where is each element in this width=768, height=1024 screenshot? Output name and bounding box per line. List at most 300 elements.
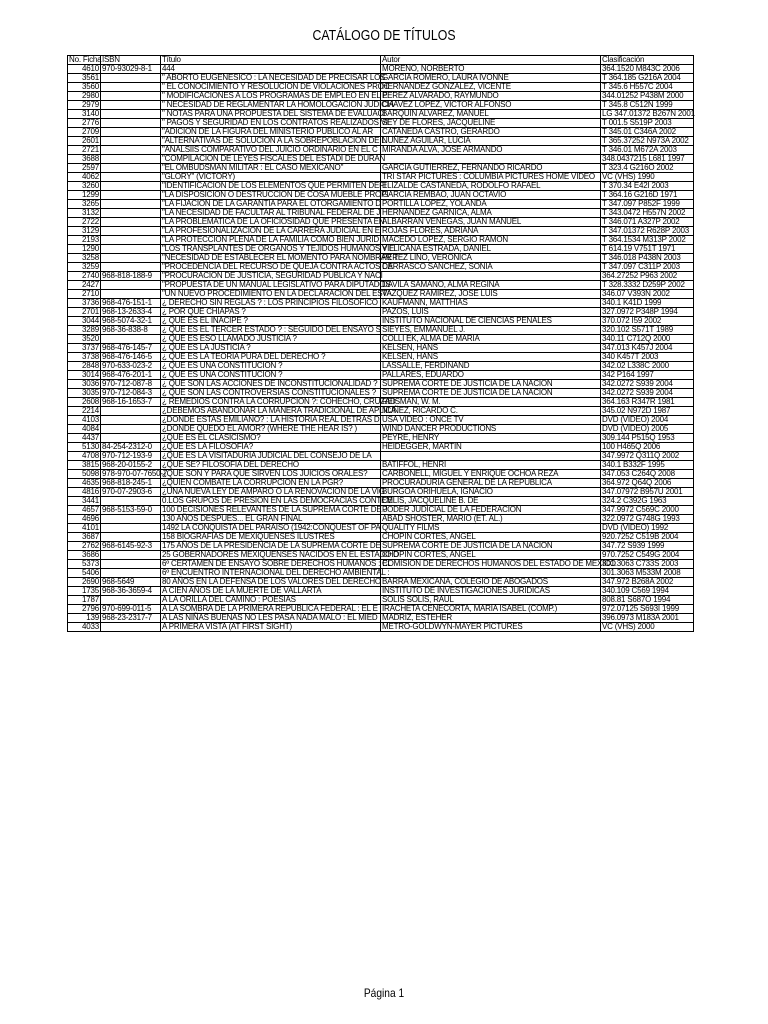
cell-isbn: 968-6145-92-3 — [101, 542, 161, 551]
cell-isbn — [101, 245, 161, 254]
cell-no-ficha: 1299 — [68, 191, 101, 200]
cell-clasificacion: T 345.6 H557C 2004 — [601, 83, 694, 92]
cell-clasificacion: DVD (VIDEO) 2005 — [601, 425, 694, 434]
cell-titulo: "LA NECESIDAD DE FACULTAR AL TRIBUNAL FEDERAL DE J — [162, 208, 381, 217]
cell-no-ficha: 2690 — [68, 578, 101, 587]
cell-titulo: "COMPILACION DE LEYES FISCALES DEL ESTADI DE DURAN — [162, 154, 386, 163]
cell-titulo: ¿ QUE ES EL INACIPE ? — [161, 317, 381, 326]
cell-clasificacion: T 614.19 V751T 1971 — [601, 245, 694, 254]
cell-no-ficha: 4657 — [68, 506, 101, 515]
cell-autor: SOLIS SOLIS, RAUL — [381, 596, 601, 605]
cell-clasificacion: T 364.185 G216A 2004 — [601, 74, 694, 83]
cell-no-ficha: 4033 — [68, 623, 101, 632]
cell-no-ficha: 3687 — [68, 533, 101, 542]
cell-clasificacion: 342.02 L338C 2000 — [601, 362, 694, 371]
cell-autor: ELIZALDE CASTANEDA, RODOLFO RAFAEL — [381, 182, 601, 191]
cell-titulo: ¿ QUE ES LA JUSTICIA ? — [161, 344, 381, 353]
cell-clasificacion: 364.972 Q64Q 2006 — [601, 479, 694, 488]
cell-autor: BARQUIN ALVAREZ, MANUEL — [381, 110, 601, 119]
cell-autor: ABAD SHOSTER, MARIO (ET. AL.) — [381, 515, 601, 524]
cell-isbn — [101, 110, 161, 119]
cell-no-ficha: 4696 — [68, 515, 101, 524]
cell-no-ficha: 3688 — [68, 155, 101, 164]
cell-clasificacion: 347.013 K457J 2004 — [601, 344, 694, 353]
cell-titulo: "ADICION DE LA FIGURA DEL MINISTERIO PUBLICO AL AR — [161, 128, 381, 137]
cell-titulo: 6º CERTAMEN DE ENSAYO SOBRE DERECHOS HUMANOS : EL — [162, 559, 392, 568]
cell-titulo: "GLORY" (VICTORY) — [161, 173, 381, 182]
cell-isbn — [101, 200, 161, 209]
cell-titulo: "PROCURACION DE JUSTICIA, SEGURIDAD PUBLICA Y NACI — [162, 271, 383, 280]
cell-no-ficha: 3441 — [68, 497, 101, 506]
cell-autor: BARRA MEXICANA, COLEGIO DE ABOGADOS — [381, 578, 601, 587]
cell-autor: COLLI EK, ALMA DE MARIA — [381, 335, 601, 344]
cell-titulo: "PROCEDENCIA DEL RECURSO DE QUEJA CONTRA ACTOS DE — [162, 262, 393, 271]
cell-titulo: ¿ REMEDIOS CONTRA LA CORRUPCION ?: COHECHO, CRUZAD — [162, 397, 396, 406]
cell-titulo: 6º ENCUENTRO INTERNACIONAL DEL DERECHO AMBIENTAL : — [162, 568, 390, 577]
cell-isbn — [101, 128, 161, 137]
cell-titulo: A LA ORILLA DEL CAMINO : POESIAS — [161, 596, 381, 605]
cell-no-ficha: 3036 — [68, 380, 101, 389]
cell-autor: CHAVEZ LOPEZ, VICTOR ALFONSO — [381, 101, 601, 110]
cell-clasificacion: 100 H465Q 2006 — [601, 443, 694, 452]
page-number: Página 1 — [363, 986, 405, 1000]
cell-clasificacion: T 347.097 C311P 2003 — [601, 263, 694, 272]
cell-isbn — [101, 137, 161, 146]
cell-no-ficha: 2608 — [68, 398, 101, 407]
cell-isbn — [101, 173, 161, 182]
cell-isbn — [101, 551, 161, 560]
cell-no-ficha: 3044 — [68, 317, 101, 326]
cell-autor: MACEDO LOPEZ, SERGIO RAMON — [381, 236, 601, 245]
cell-autor: PEREZ ALVARADO, RAYMUNDO — [381, 92, 601, 101]
cell-no-ficha: 2597 — [68, 164, 101, 173]
cell-autor: PORTILLA LOPEZ, YOLANDA — [381, 200, 601, 209]
cell-autor: LASSALLE, FERDINAND — [381, 362, 601, 371]
cell-autor: BURGOA ORIHUELA, IGNACIO — [381, 488, 601, 497]
cell-no-ficha: 3560 — [68, 83, 101, 92]
cell-isbn — [101, 101, 161, 110]
cell-isbn — [101, 83, 161, 92]
cell-clasificacion: T 365.37252 N973A 2002 — [601, 137, 694, 146]
header-isbn: ISBN — [101, 56, 161, 65]
cell-titulo: 0.LOS GRUPOS DE PRESION EN LAS DEMOCRACIAS CONTEM — [162, 496, 393, 505]
cell-autor: HERNANDEZ GARNICA, ALMA — [381, 209, 601, 218]
cell-isbn — [101, 164, 161, 173]
cell-titulo: ¿DONDE ESTAS EMILIANO? : LA HISTORIA REAL DETRAS D — [162, 415, 380, 424]
cell-clasificacion: T 346.01 M672A 2003 — [601, 146, 694, 155]
cell-isbn — [101, 182, 161, 191]
cell-isbn — [101, 425, 161, 434]
cell-titulo: " NOTAS PARA UNA PROPUESTA DEL SISTEMA DE EVALUACI — [162, 109, 386, 118]
cell-isbn — [101, 254, 161, 263]
cell-no-ficha: 3520 — [68, 335, 101, 344]
cell-clasificacion: 346.07 V393N 2002 — [601, 290, 694, 299]
cell-no-ficha: 2710 — [68, 290, 101, 299]
cell-titulo: ¿UNA NUEVA LEY DE AMPARO O LA RENOVACION DE LA VIG — [162, 487, 385, 496]
cell-autor: QUALITY FILMS — [381, 524, 601, 533]
cell-clasificacion: 324.2 C392G 1963 — [601, 497, 694, 506]
cell-clasificacion: T 347.01372 R628P 2003 — [601, 227, 694, 236]
cell-autor: KELSEN, HANS — [381, 353, 601, 362]
cell-titulo: A PRIMERA VISTA (AT FIRST SIGHT) — [161, 623, 381, 632]
cell-isbn — [101, 119, 161, 128]
cell-clasificacion: 972.07125 S693I 1999 — [601, 605, 694, 614]
cell-titulo: "UN NUEVO PROCEDIMIENTO EN LA DECLARACION DEL ESTA — [162, 289, 392, 298]
cell-autor: ROJAS FLORES, ADRIANA — [381, 227, 601, 236]
cell-titulo: 25 GOBERNADORES MEXIQUENSES NACIDOS EN EL ESTADO D — [162, 550, 399, 559]
cell-isbn: 968-5649 — [101, 578, 161, 587]
cell-no-ficha: 2722 — [68, 218, 101, 227]
cell-no-ficha: 139 — [68, 614, 101, 623]
cell-autor: USA VIDEO : ONCE TV — [381, 416, 601, 425]
cell-titulo: "LA PROBLEMATICA DE LA OFICIOSIDAD QUE PRESENTA EN — [162, 217, 385, 226]
cell-clasificacion: 347.053 C264Q 2008 — [601, 470, 694, 479]
cell-autor: IRACHETA CENECORTA, MARIA ISABEL (COMP.) — [381, 605, 601, 614]
cell-no-ficha: 2776 — [68, 119, 101, 128]
cell-titulo: 1492 LA CONQUISTA DEL PARAISO (1942:CONQUEST OF PA — [162, 523, 381, 532]
cell-isbn — [101, 560, 161, 569]
cell-clasificacion: LG 347.01372 B267N 2001 — [602, 109, 695, 118]
cell-isbn — [101, 236, 161, 245]
cell-clasificacion: T 343.0472 H557N 2002 — [601, 209, 694, 218]
cell-titulo: " NECESIDAD DE REGLAMENTAR LA HOMOLOGACION JUDICIA — [162, 100, 394, 109]
cell-autor: COMISION DE DERECHOS HUMANOS DEL ESTADO DE MEXICO — [382, 559, 616, 568]
cell-isbn: 968-476-146-5 — [101, 353, 161, 362]
cell-autor: MIRANDA ALVA, JOSE ARMANDO — [381, 146, 601, 155]
cell-titulo: ¿ QUE SON LAS ACCIONES DE INCONSTITUCIONALIDAD ? — [161, 380, 381, 389]
cell-clasificacion: 347.72 S939 1999 — [601, 542, 694, 551]
cell-isbn: 968-476-201-1 — [101, 371, 161, 380]
cell-titulo: "NECESIDAD DE ESTABLECER EL MOMENTO PARA NOMBRAR T — [162, 253, 399, 262]
cell-autor: KAUFMANN, MATTHIAS — [381, 299, 601, 308]
cell-no-ficha: 1735 — [68, 587, 101, 596]
cell-no-ficha: 2740 — [68, 272, 101, 281]
cell-isbn: 968-5074-32-1 — [101, 317, 161, 326]
cell-isbn — [101, 74, 161, 83]
cell-clasificacion: 340.11 C712Q 2000 — [601, 335, 694, 344]
cell-clasificacion: 340.1 K41D 1999 — [601, 299, 694, 308]
cell-no-ficha: 4708 — [68, 452, 101, 461]
cell-titulo: A CIEN AÑOS DE LA MUERTE DE VALLARTA — [161, 587, 381, 596]
cell-no-ficha: 2427 — [68, 281, 101, 290]
cell-clasificacion: 396.0973 M183A 2001 — [601, 614, 694, 623]
cell-no-ficha: 2721 — [68, 146, 101, 155]
cell-no-ficha: 5373 — [68, 560, 101, 569]
cell-autor: PEYRE, HENRY — [381, 434, 601, 443]
cell-no-ficha: 3737 — [68, 344, 101, 353]
cell-titulo: " ABORTO EUGENESICO : LA NECESIDAD DE PRECISAR LOS — [162, 73, 386, 82]
cell-isbn: 968-23-2317-7 — [101, 614, 161, 623]
cell-no-ficha: 2762 — [68, 542, 101, 551]
cell-titulo: 444 — [161, 65, 381, 74]
cell-no-ficha: 3265 — [68, 200, 101, 209]
cell-no-ficha: 1290 — [68, 245, 101, 254]
cell-titulo: ¿DONDE QUEDO EL AMOR? (WHERE THE HEAR IS? ) — [161, 425, 381, 434]
cell-no-ficha: 4103 — [68, 416, 101, 425]
cell-isbn: 968-818-188-9 — [101, 272, 161, 281]
cell-no-ficha: 3014 — [68, 371, 101, 380]
cell-isbn — [101, 515, 161, 524]
cell-clasificacion: T 346.018 P438N 2003 — [601, 254, 694, 263]
page-title: CATÁLOGO DE TÍTULOS — [312, 27, 456, 44]
cell-titulo: "LOS TRANSPLANTES DE ORGANOS Y TEJIDOS HUMANOS Y E — [162, 244, 395, 253]
cell-clasificacion: T 370.34 E42I 2003 — [601, 182, 694, 191]
cell-titulo: "LA DISPOSICION O DESTRUCCION DE COSA MUEBLE PROPI — [162, 190, 389, 199]
cell-clasificacion: 347.9972 C569C 2000 — [601, 506, 694, 515]
cell-autor: MORENO, NORBERTO — [381, 65, 601, 74]
cell-titulo: A LA SOMBRA DE LA PRIMERA REPUBLICA FEDERAL : EL E — [161, 605, 381, 614]
cell-clasificacion: 347.9972 Q311Q 2002 — [601, 452, 694, 461]
cell-autor: VAZQUEZ RAMIREZ, JOSE LUIS — [381, 290, 601, 299]
cell-clasificacion: DVD (VIDEO) 2004 — [601, 416, 694, 425]
cell-autor: GARCIA GUTIERREZ, FERNANDO RICARDO — [381, 164, 601, 173]
cell-titulo: "LA PROTECCION PLENA DE LA FAMILIA COMO BIEN JURID — [162, 235, 379, 244]
cell-titulo: " PAGOS Y SEGURIDAD EN LOS CONTRATOS REALIZADOS VI — [162, 118, 388, 127]
catalog-table — [67, 55, 694, 632]
cell-clasificacion: 340.1 B332F 1995 — [601, 461, 694, 470]
cell-clasificacion: 344.01252 P438M 2000 — [601, 92, 694, 101]
cell-autor: VILLICANA ESTRADA, DANIEL — [381, 245, 601, 254]
cell-autor: CARRASCO SANCHEZ, SONIA — [381, 263, 601, 272]
cell-titulo: "ANALSIIS COMPARATIVO DEL JUICIO ORDINARIO EN EL C — [161, 146, 381, 155]
cell-isbn — [101, 281, 161, 290]
cell-no-ficha: 3815 — [68, 461, 101, 470]
cell-autor: HERNANDEZ GONZALEZ, VICENTE — [381, 83, 601, 92]
cell-no-ficha: 1787 — [68, 596, 101, 605]
cell-clasificacion: 364.163 R347R 1981 — [601, 398, 694, 407]
cell-isbn: 968-20-0155-2 — [101, 461, 161, 470]
cell-clasificacion: T 346.071 A327P 2002 — [601, 218, 694, 227]
cell-isbn: 970-712-084-3 — [101, 389, 161, 398]
cell-titulo: ¿DEBEMOS ABANDONAR LA MANERA TRADICIONAL DE APLICA — [162, 406, 397, 415]
cell-no-ficha: 3736 — [68, 299, 101, 308]
cell-isbn — [101, 524, 161, 533]
cell-clasificacion: VC (VHS) 2000 — [601, 623, 694, 632]
cell-autor: PROCURADURIA GENERAL DE LA REPUBLICA — [381, 479, 601, 488]
cell-no-ficha: 4635 — [68, 479, 101, 488]
cell-autor: ALBARRAN VENEGAS, JUAN MANUEL — [381, 218, 601, 227]
cell-autor: CHOPIN CORTES, ANGEL — [381, 551, 601, 560]
cell-clasificacion: 309.144 P515Q 1953 — [601, 434, 694, 443]
cell-no-ficha: 3129 — [68, 227, 101, 236]
cell-no-ficha: 3258 — [68, 254, 101, 263]
cell-isbn — [101, 155, 161, 164]
cell-autor: PAZOS, LUIS — [381, 308, 601, 317]
cell-no-ficha: 4610 — [68, 65, 101, 74]
cell-clasificacion: T 323.4 G216O 2002 — [601, 164, 694, 173]
cell-clasificacion: 322.0972 G748G 1993 — [601, 515, 694, 524]
cell-autor: NUÑEZ AGUILAR, LUCIA — [381, 137, 601, 146]
cell-no-ficha: 2979 — [68, 101, 101, 110]
cell-no-ficha: 2980 — [68, 92, 101, 101]
header-no-ficha: No. Ficha — [69, 55, 102, 64]
cell-autor: CATANEDA CASTRO, GERARDO — [381, 128, 601, 137]
cell-no-ficha: 4084 — [68, 425, 101, 434]
cell-autor: REISMAN, W. M. — [381, 398, 601, 407]
cell-no-ficha: 3132 — [68, 209, 101, 218]
cell-titulo: "ALTERNATIVAS DE SOLUCION A LA SOBREPOBLACION DE L — [162, 136, 386, 145]
cell-clasificacion: T 345.8 C512N 1999 — [601, 101, 694, 110]
header-clasificacion: Clasificación — [601, 56, 694, 65]
cell-autor: BATIFFOL, HENRI — [381, 461, 601, 470]
cell-isbn: 970-93029-8-1 — [101, 65, 161, 74]
cell-titulo: "LA PROFESIONALIZACION DE LA CARRERA JUDICIAL EN E — [162, 226, 380, 235]
cell-clasificacion: 301.3063 C733S 2003 — [601, 560, 694, 569]
cell-titulo: " EL CONOCIMIENTO Y RESOLUCION DE VIOLACIONES PROC — [162, 82, 390, 91]
cell-isbn: 970-712-193-9 — [101, 452, 161, 461]
cell-isbn — [101, 209, 161, 218]
cell-titulo: ¿QUE SON Y PARA QUE SIRVEN LOS JUICIOS ORALES? — [161, 470, 381, 479]
cell-autor: INSTITUTO NACIONAL DE CIENCIAS PENALES — [381, 317, 601, 326]
cell-no-ficha: 3259 — [68, 263, 101, 272]
cell-no-ficha: 5130 — [68, 443, 101, 452]
cell-clasificacion: 970.7252 C549G 2004 — [601, 551, 694, 560]
cell-autor: TRI STAR PICTURES : COLUMBIA PICTURES HOME VIDEO — [381, 173, 601, 182]
cell-titulo: ¿QUIEN COMBATE LA CORRUPCION EN LA PGR? — [161, 479, 381, 488]
cell-no-ficha: 2214 — [68, 407, 101, 416]
cell-autor: PODER JUDICIAL DE LA FEDERACION — [381, 506, 601, 515]
cell-clasificacion: 345.02 N972D 1987 — [601, 407, 694, 416]
cell-clasificacion: 301.3063 M533M 2008 — [601, 569, 694, 578]
cell-isbn: 978-970-07-7650-7 — [102, 469, 168, 478]
cell-isbn — [101, 416, 161, 425]
cell-titulo: 158 BIOGRAFIAS DE MEXIQUENSES ILUSTRES — [161, 533, 381, 542]
cell-autor: PALLARES, EDUARDO — [381, 371, 601, 380]
cell-isbn: 970-633-023-2 — [101, 362, 161, 371]
cell-clasificacion: T 345.01 C346A 2002 — [601, 128, 694, 137]
cell-isbn: 84-254-2312-0 — [101, 443, 161, 452]
cell-no-ficha: 3561 — [68, 74, 101, 83]
cell-titulo: "IDENTIFICACION DE LOS ELEMENTOS QUE PERMITEN DEFI — [162, 181, 386, 190]
cell-no-ficha: 5098 — [68, 470, 101, 479]
cell-isbn — [101, 146, 161, 155]
cell-no-ficha: 2709 — [68, 128, 101, 137]
cell-autor: SIEYES, EMMANUEL J. — [381, 326, 601, 335]
cell-clasificacion: 340.109 C569 1994 — [601, 587, 694, 596]
cell-titulo: ¿ QUE ES LA TEORIA PURA DEL DERECHO ? — [161, 353, 381, 362]
cell-isbn — [101, 191, 161, 200]
cell-titulo: ¿ QUE ES UNA CONSTITUCION ? — [161, 371, 381, 380]
cell-no-ficha: 3260 — [68, 182, 101, 191]
cell-autor: DAVILA SAMANO, ALMA REGINA — [381, 281, 601, 290]
cell-clasificacion: T 364.16 G216D 1971 — [601, 191, 694, 200]
cell-isbn — [101, 92, 161, 101]
cell-no-ficha: 3686 — [68, 551, 101, 560]
cell-autor: KELSEN, HANS — [381, 344, 601, 353]
cell-titulo: ¿QUE ES LA VISITADURIA JUDICIAL DEL CONSEJO DE LA — [161, 452, 381, 461]
cell-no-ficha: 2796 — [68, 605, 101, 614]
cell-clasificacion: 347.972 B268A 2002 — [601, 578, 694, 587]
cell-isbn — [101, 407, 161, 416]
cell-isbn: 970-699-011-5 — [101, 605, 161, 614]
cell-clasificacion: 370.072 I59 2002 — [601, 317, 694, 326]
cell-titulo: ¿QUE ES LA FILOSOFIA? — [161, 443, 381, 452]
cell-autor: SUPREMA CORTE DE JUSTICIA DE LA NACION — [381, 542, 601, 551]
cell-autor: HEIDEGGER, MARTIN — [381, 443, 601, 452]
cell-no-ficha: 2193 — [68, 236, 101, 245]
cell-titulo: 100 DECISIONES RELEVANTES DE LA SUPREMA CORTE DE J — [162, 505, 388, 514]
cell-clasificacion: T 328.3332 D259P 2002 — [601, 281, 694, 290]
cell-titulo: ¿ QUE ES ESO LLAMADO JUSTICIA ? — [161, 335, 381, 344]
table-row — [68, 623, 694, 632]
cell-clasificacion: 364.1520 M843C 2006 — [601, 65, 694, 74]
cell-clasificacion: 347.07972 B957U 2001 — [601, 488, 694, 497]
cell-autor: MADRIZ, ESTEHER — [381, 614, 601, 623]
cell-isbn: 970-07-2903-6 — [101, 488, 161, 497]
cell-isbn: 968-16-1653-7 — [101, 398, 161, 407]
cell-no-ficha: 4437 — [68, 434, 101, 443]
cell-autor: CARBONELL, MIGUEL Y ENRIQUE OCHOA REZA — [381, 470, 601, 479]
cell-isbn: 968-13-2633-4 — [101, 308, 161, 317]
cell-no-ficha: 2848 — [68, 362, 101, 371]
cell-isbn — [101, 218, 161, 227]
cell-no-ficha: 3140 — [68, 110, 101, 119]
cell-autor: METRO-GOLDWYN-MAYER PICTURES — [381, 623, 601, 632]
cell-autor: SUPREMA CORTE DE JUSTICIA DE LA NACION — [381, 380, 601, 389]
cell-isbn: 970-712-087-8 — [101, 380, 161, 389]
cell-clasificacion: 342.0272 S939 2004 — [601, 389, 694, 398]
cell-clasificacion: 364.27252 P963 2002 — [601, 272, 694, 281]
cell-no-ficha: 3738 — [68, 353, 101, 362]
header-titulo: Título — [161, 56, 381, 65]
cell-titulo: A LAS NIÑAS BUENAS NO LES PASA NADA MALO : EL MIED — [161, 614, 381, 623]
cell-no-ficha: 3289 — [68, 326, 101, 335]
cell-titulo: 175 AÑOS DE LA PRESIDENCIA DE LA SUPREMA CORTE DE — [162, 541, 381, 550]
cell-autor: PEREZ LINO, VERONICA — [381, 254, 601, 263]
cell-no-ficha: 3035 — [68, 389, 101, 398]
cell-no-ficha: 2701 — [68, 308, 101, 317]
cell-no-ficha: 4101 — [68, 524, 101, 533]
cell-autor: WIND DANCER PRODUCTIONS — [381, 425, 601, 434]
cell-titulo: ¿QUE ES EL CLASICISMO? — [161, 434, 381, 443]
cell-clasificacion: T 001.5 S519P 2003 — [601, 119, 694, 128]
cell-clasificacion: 808.81 S687O 1994 — [601, 596, 694, 605]
cell-autor: GARCIA REMBAO, JUAN OCTAVIO — [381, 191, 601, 200]
cell-no-ficha: 4062 — [68, 173, 101, 182]
cell-isbn: 968-818-245-1 — [101, 479, 161, 488]
cell-autor: NUÑEZ, RICARDO C. — [381, 407, 601, 416]
cell-no-ficha: 2601 — [68, 137, 101, 146]
cell-titulo: ¿ QUE SON LAS CONTROVERSIAS CONSTITUCIONALES ? — [161, 389, 381, 398]
cell-clasificacion: 342.0272 S939 2004 — [601, 380, 694, 389]
cell-clasificacion: T 347.097 P852F 1999 — [601, 200, 694, 209]
cell-clasificacion: 340 K457T 2003 — [601, 353, 694, 362]
cell-clasificacion: 327.0972 P348P 1994 — [601, 308, 694, 317]
cell-titulo: ¿ QUE ES UNA CONSTITUCION ? — [161, 362, 381, 371]
cell-titulo: "PROPUESTA DE UN MANUAL LEGISLATIVO PARA DIPUTADOS — [162, 280, 391, 289]
cell-titulo: ¿ POR QUE CHIAPAS ? — [161, 308, 381, 317]
cell-titulo: ¿ DERECHO SIN REGLAS ? : LOS PRINCIPIOS FILOSOFICO — [161, 299, 381, 308]
cell-titulo: ¿ QUE ES EL TERCER ESTADO ? : SEGUIDO DEL ENSAYO S — [162, 325, 381, 334]
cell-titulo: ¿QUE SE? FILOSOFIA DEL DERECHO — [161, 461, 381, 470]
cell-clasificacion: 348.0437215 L681 1997 — [601, 155, 694, 164]
cell-clasificacion: 920.7252 C519B 2004 — [601, 533, 694, 542]
cell-isbn: 968-36-838-8 — [101, 326, 161, 335]
cell-isbn: 968-5153-59-0 — [101, 506, 161, 515]
catalog-table-container — [67, 55, 693, 632]
cell-autor: INSTITUTO DE INVESTIGACIONES JURIDICAS — [381, 587, 601, 596]
cell-titulo: "EL OMBUDSMAN MILITAR : EL CASO MEXICANO" — [161, 164, 381, 173]
cell-clasificacion: 320.102 S571T 1989 — [601, 326, 694, 335]
cell-autor: CHOPIN CORTES, ANGEL — [381, 533, 601, 542]
cell-titulo: 80 AÑOS EN LA DEFENSA DE LOS VALORES DEL DERECHO — [162, 577, 381, 586]
cell-isbn: 968-476-151-1 — [101, 299, 161, 308]
cell-no-ficha: 4816 — [68, 488, 101, 497]
cell-clasificacion: VC (VHS) 1990 — [601, 173, 694, 182]
cell-autor: SEY DE FLORES, JACQUELINE — [381, 119, 601, 128]
header-autor: Autor — [381, 56, 601, 65]
cell-isbn — [101, 623, 161, 632]
